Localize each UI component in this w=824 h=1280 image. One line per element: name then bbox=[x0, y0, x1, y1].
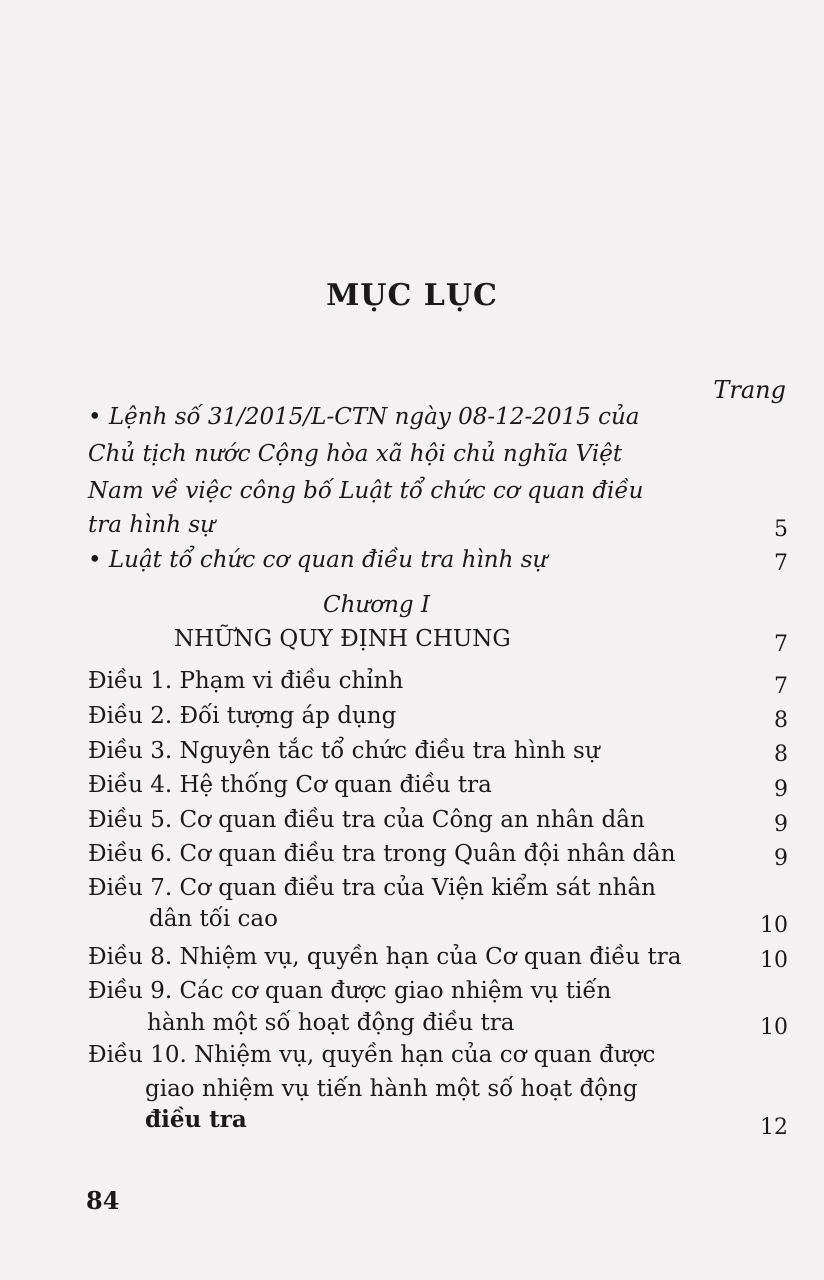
toc-entry-line: hành một số hoạt động điều tra bbox=[147, 1010, 515, 1036]
toc-article-7 bbox=[88, 875, 788, 943]
toc-article-8 bbox=[88, 944, 788, 978]
toc-entry-line: Chủ tịch nước Cộng hòa xã hội chủ nghĩa Việt bbox=[88, 441, 623, 467]
toc-entry-line: Điều 8. Nhiệm vụ, quyền hạn của Cơ quan điều tra bbox=[88, 944, 682, 970]
toc-entry-page: 10 bbox=[760, 948, 788, 973]
toc-entry-line: Điều 5. Cơ quan điều tra của Công an nhân dân bbox=[88, 807, 645, 833]
toc-entry-line: Điều 3. Nguyên tắc tổ chức điều tra hình sự bbox=[88, 738, 600, 764]
toc-entry-line: Điều 10. Nhiệm vụ, quyền hạn của cơ quan được bbox=[88, 1042, 656, 1068]
chapter-heading bbox=[88, 592, 788, 662]
chapter-title: NHỮNG QUY ĐỊNH CHUNG bbox=[174, 626, 511, 652]
toc-article-9 bbox=[88, 978, 788, 1046]
toc-entry-line: Điều 9. Các cơ quan được giao nhiệm vụ tiến bbox=[88, 978, 612, 1004]
toc-entry-page: 9 bbox=[774, 812, 788, 837]
toc-article-2 bbox=[88, 703, 788, 737]
toc-entry-page: 8 bbox=[774, 742, 788, 767]
toc-entry-line: giao nhiệm vụ tiến hành một số hoạt động bbox=[145, 1076, 638, 1102]
toc-entry-law bbox=[88, 547, 788, 587]
chapter-page: 7 bbox=[774, 632, 788, 657]
footer-page-number: 84 bbox=[86, 1186, 120, 1215]
toc-entry-page: 12 bbox=[760, 1115, 788, 1140]
toc-entry-page: 8 bbox=[774, 708, 788, 733]
chapter-label: Chương I bbox=[323, 592, 431, 618]
toc-entry-line: tra hình sự bbox=[88, 512, 215, 538]
toc-entry-line: • Lệnh số 31/2015/L-CTN ngày 08-12-2015 của bbox=[88, 404, 640, 430]
page-title: MỤC LỤC bbox=[326, 278, 498, 313]
toc-article-10 bbox=[88, 1042, 788, 1142]
toc-entry-decree bbox=[88, 404, 788, 554]
toc-entry-line: dân tối cao bbox=[149, 906, 278, 932]
toc-article-5 bbox=[88, 807, 788, 841]
toc-entry-line: Điều 1. Phạm vi điều chỉnh bbox=[88, 668, 404, 694]
toc-entry-page: 10 bbox=[760, 1015, 788, 1040]
toc-entry-line: Điều 7. Cơ quan điều tra của Viện kiểm sát nhân bbox=[88, 875, 656, 901]
toc-entry-line: Điều 2. Đối tượng áp dụng bbox=[88, 703, 397, 729]
toc-article-1 bbox=[88, 668, 788, 702]
toc-entry-line: điều tra bbox=[145, 1106, 247, 1133]
toc-entry-page: 5 bbox=[774, 517, 788, 542]
toc-article-4 bbox=[88, 772, 788, 806]
toc-entry-line: • Luật tổ chức cơ quan điều tra hình sự bbox=[88, 547, 548, 573]
toc-entry-page: 9 bbox=[774, 846, 788, 871]
toc-entry-line: Điều 6. Cơ quan điều tra trong Quân đội nhân dân bbox=[88, 841, 676, 867]
toc-article-6 bbox=[88, 841, 788, 875]
toc-entry-page: 7 bbox=[774, 551, 788, 576]
page-column-label: Trang bbox=[713, 376, 786, 404]
toc-entry-page: 7 bbox=[774, 674, 788, 699]
toc-entry-line: Nam về việc công bố Luật tổ chức cơ quan điều bbox=[88, 478, 644, 504]
toc-article-3 bbox=[88, 738, 788, 772]
toc-entry-page: 10 bbox=[760, 913, 788, 938]
toc-entry-line: Điều 4. Hệ thống Cơ quan điều tra bbox=[88, 772, 492, 798]
toc-entry-page: 9 bbox=[774, 777, 788, 802]
